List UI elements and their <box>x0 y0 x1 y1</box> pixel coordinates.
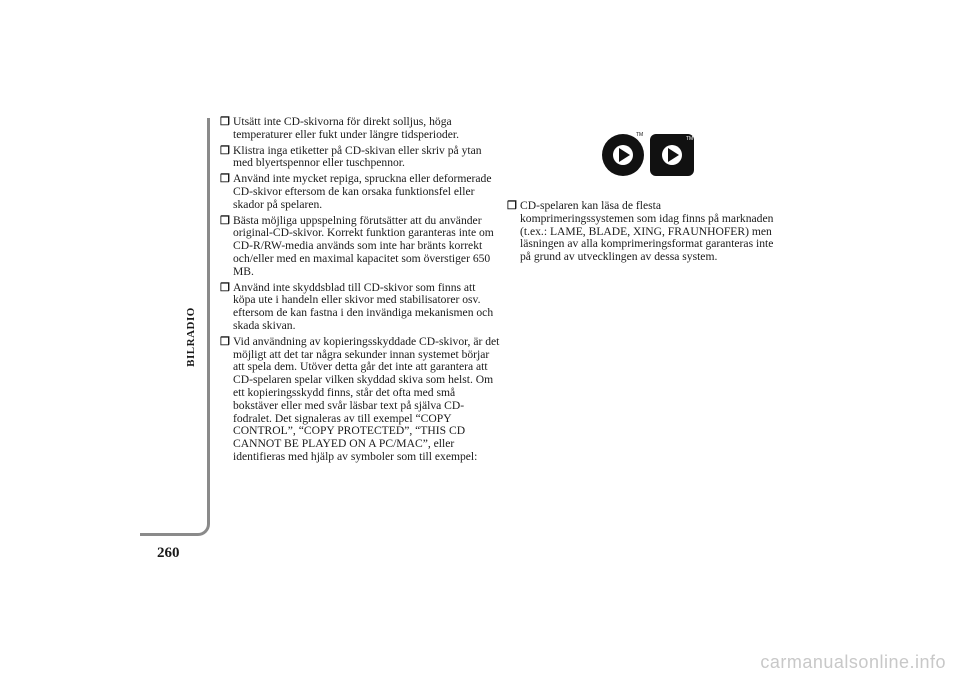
tm-mark-left: TM <box>636 132 644 138</box>
list-item: ❒ Bästa möjliga uppspelning förutsätter att du använder original-CD-skivor. Korrekt funktion garanteras inte om CD-R/RW-media används som inte har bränts korrekt och/eller med en maximal kapacitet som överstiger 650 MB. <box>220 213 494 278</box>
section-tab <box>176 302 206 372</box>
checkbox-bullet-icon: ❒ <box>507 200 517 212</box>
checkbox-bullet-icon: ❒ <box>220 335 230 348</box>
list-item: ❒ CD-spelaren kan läsa de flesta komprimeringssystemen som idag finns på marknaden (t.ex.: LAME, BLADE, XING, FRAUNHOFER) men läsningen av alla komprimeringsformat garanteras inte på grund av utvecklingen av dessa system. <box>507 199 774 264</box>
left-column <box>220 116 500 467</box>
checkbox-bullet-icon: ❒ <box>220 173 230 186</box>
list-item: ❒ Utsätt inte CD-skivorna för direkt solljus, höga temperaturer eller fukt under längre tidsperioder. <box>220 115 459 141</box>
checkbox-bullet-icon: ❒ <box>220 116 230 128</box>
list-item: ❒ Använd inte skyddsblad till CD-skivor som finns att köpa ute i handeln eller skivor med stabilisatorer osv. eftersom de kan fastna i den invändiga mekanismen och skada skivan. <box>220 280 494 332</box>
checkbox-bullet-icon: ❒ <box>220 214 230 227</box>
list-item: ❒ Klistra inga etiketter på CD-skivan eller skriv på ytan med blyertspennor eller tuschpennor. <box>220 143 482 170</box>
copy-control-logo-icon <box>600 130 696 178</box>
watermark: carmanualsonline.info <box>760 652 946 672</box>
list-item: ❒ Vid användning av kopieringsskyddade CD-skivor, är det möjligt att det tar några sekunder innan systemet börjar att spela dem. Utöver detta går det inte att garantera att CD-spelaren spelar vilken skyddad skiva som helst. Om ett kopieringsskydd finns, står det ofta med små bokstäver eller med svår läsbar text på själva CD-fodralet. Det signaleras av till exempel “COPY CONTROL”, “COPY PROTECTED”, “THIS CD CANNOT BE PLAYED ON A PC/MAC”, eller identifieras med hjälp av symboler som till exempel: <box>220 334 500 463</box>
copy-control-logo-svg <box>600 130 696 178</box>
tm-mark-right: TM <box>686 136 694 142</box>
checkbox-bullet-icon: ❒ <box>220 281 230 294</box>
checkbox-bullet-icon: ❒ <box>220 144 230 157</box>
page-number: 260 <box>157 545 180 561</box>
right-column <box>507 200 777 267</box>
list-item: ❒ Använd inte mycket repiga, spruckna eller deformerade CD-skivor eftersom de kan orsaka funktionsfel eller skador på spelaren. <box>220 172 492 211</box>
section-title: BILRADIO <box>185 307 197 367</box>
